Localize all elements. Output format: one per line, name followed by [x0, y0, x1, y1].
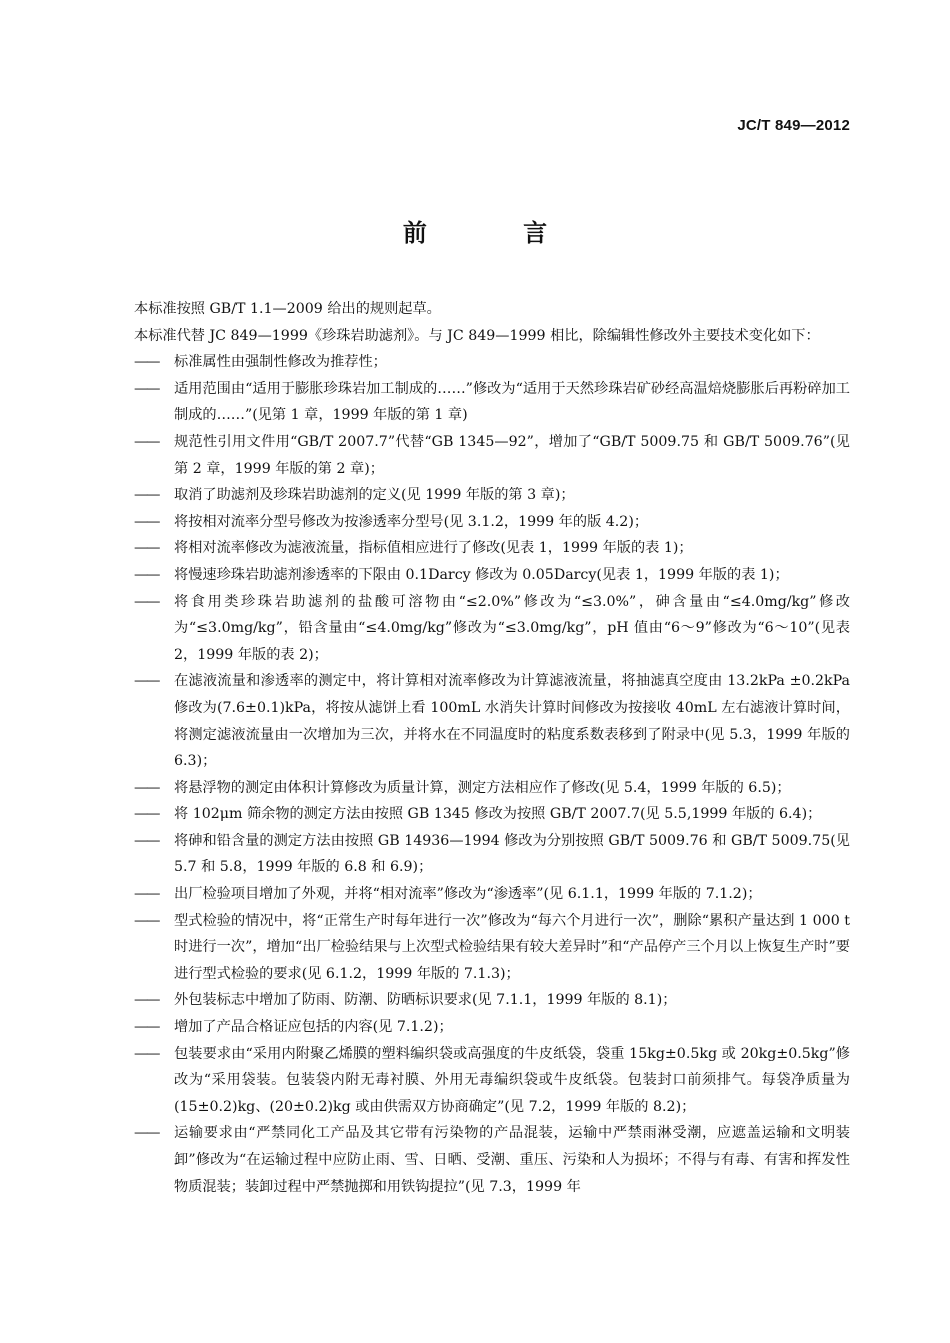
change-item-text: 取消了助滤剂及珍珠岩助滤剂的定义(见 1999 年版的第 3 章)； — [174, 487, 575, 504]
change-item — [106, 987, 850, 1014]
list-dash: —— — [134, 886, 159, 903]
change-item-text: 将悬浮物的测定由体积计算修改为质量计算，测定方法相应作了修改(见 5.4，1999 年版的 6.5)； — [174, 779, 791, 796]
change-item — [106, 1041, 850, 1121]
change-item — [106, 349, 850, 376]
change-item — [106, 828, 850, 881]
list-dash: —— — [134, 566, 159, 583]
change-item — [106, 908, 850, 988]
change-item-text: 将相对流率修改为滤液流量，指标值相应进行了修改(见表 1，1999 年版的表 1)； — [174, 540, 693, 557]
change-item-text: 型式检验的情况中，将“正常生产时每年进行一次”修改为“每六个月进行一次”，删除“累积产量达到 1 000 t 时进行一次”，增加“出厂检验结果与上次型式检验结果有较大差异时”和“产品停产三个月以上恢复生产时”要进行型式检验的要求(见 6.1.2，1999 年版的 7.1.3)； — [174, 912, 850, 982]
list-dash: —— — [134, 832, 159, 849]
standard-code: JC/T 849—2012 — [737, 117, 850, 134]
list-dash: —— — [134, 380, 159, 397]
list-dash: —— — [134, 487, 159, 504]
change-item-text: 出厂检验项目增加了外观，并将“相对流率”修改为“渗透率”(见 6.1.1，1999 年版的 7.1.2)； — [174, 886, 762, 903]
change-item-text: 包装要求由“采用内附聚乙烯膜的塑料编织袋或高强度的牛皮纸袋，袋重 15kg±0.5kg 或 20kg±0.5kg”修改为“采用袋装。包装袋内附无毒衬膜、外用无毒编织袋或牛皮纸袋。包装封口前须排气。每袋净质量为(15±0.2)kg、(20±0.2)kg 或由供需双方协商确定”(见 7.2，1999 年版的 8.2)； — [174, 1045, 850, 1115]
list-dash: —— — [134, 992, 159, 1009]
change-item-text: 将按相对流率分型号修改为按渗透率分型号(见 3.1.2，1999 年的版 4.2)； — [174, 513, 649, 530]
change-item-text: 在滤液流量和渗透率的测定中，将计算相对流率修改为计算滤液流量，将抽滤真空度由 13.2kPa ±0.2kPa 修改为(7.6±0.1)kPa，将按从滤饼上看 100mL 水消失计算时间修改为按接收 40mL 左右滤液计算时间，将测定滤液流量由一次增加为三次，并将水在不同温度时的粘度系数表移到了附录中(见 5.3，1999 年版的 6.3)； — [174, 673, 850, 770]
change-item — [106, 668, 850, 774]
list-dash: —— — [134, 540, 159, 557]
page-title: 前 言 — [402, 219, 592, 247]
intro-paragraph: 本标准代替 JC 849—1999《珍珠岩助滤剂》。与 JC 849—1999 相比，除编辑性修改外主要技术变化如下： — [134, 327, 820, 344]
change-item — [106, 376, 850, 429]
change-item — [106, 562, 850, 589]
change-item-text: 将砷和铅含量的测定方法由按照 GB 14936—1994 修改为分别按照 GB/T 5009.76 和 GB/T 5009.75(见 5.7 和 5.8，1999 年版的 6.8 和 6.9)； — [174, 832, 850, 876]
change-item — [106, 801, 850, 828]
list-dash: —— — [134, 354, 159, 371]
list-dash: —— — [134, 673, 159, 690]
change-item-text: 将 102μm 筛余物的测定方法由按照 GB 1345 修改为按照 GB/T 2007.7(见 5.5,1999 年版的 6.4)； — [174, 806, 822, 823]
list-dash: —— — [134, 779, 159, 796]
list-dash: —— — [134, 1125, 159, 1142]
list-dash: —— — [134, 433, 159, 450]
change-item — [106, 775, 850, 802]
change-item-text: 将食用类珍珠岩助滤剂的盐酸可溶物由“≤2.0%”修改为“≤3.0%”，砷含量由“≤4.0mg/kg”修改为“≤3.0mg/kg”，铅含量由“≤4.0mg/kg”修改为“≤3.0mg/kg”，pH 值由“6～9”修改为“6～10”(见表 2，1999 年版的表 2)； — [174, 593, 850, 663]
intro-paragraph: 本标准按照 GB/T 1.1—2009 给出的规则起草。 — [134, 301, 441, 317]
list-dash: —— — [134, 912, 159, 929]
change-list — [106, 349, 850, 1200]
foreword-body — [106, 296, 850, 1200]
change-item — [106, 1120, 850, 1200]
list-dash: —— — [134, 593, 159, 610]
change-item — [106, 482, 850, 509]
change-item — [106, 429, 850, 482]
change-item-text: 将慢速珍珠岩助滤剂渗透率的下限由 0.1Darcy 修改为 0.05Darcy(见表 1，1999 年版的表 1)； — [174, 566, 789, 583]
list-dash: —— — [134, 806, 159, 823]
change-item-text: 外包装标志中增加了防雨、防潮、防晒标识要求(见 7.1.1，1999 年版的 8.1)； — [174, 992, 677, 1009]
change-item-text: 增加了产品合格证应包括的内容(见 7.1.2)； — [174, 1019, 453, 1036]
list-dash: —— — [134, 513, 159, 530]
change-item-text: 运输要求由“严禁同化工产品及其它带有污染物的产品混装，运输中严禁雨淋受潮，应遮盖运输和文明装卸”修改为“在运输过程中应防止雨、雪、日晒、受潮、重压、污染和人为损坏；不得与有毒、有害和挥发性物质混装；装卸过程中严禁抛掷和用铁钩提拉”(见 7.3，1999 年 — [174, 1125, 850, 1195]
list-dash: —— — [134, 1019, 159, 1036]
change-item-text: 标准属性由强制性修改为推荐性； — [174, 354, 387, 371]
change-item — [106, 509, 850, 536]
change-item — [106, 1014, 850, 1041]
change-item-text: 规范性引用文件用“GB/T 2007.7”代替“GB 1345—92”，增加了“GB/T 5009.75 和 GB/T 5009.76”(见第 2 章，1999 年版的第 2 章)； — [174, 433, 850, 477]
change-item — [106, 881, 850, 908]
change-item — [106, 589, 850, 669]
change-item-text: 适用范围由“适用于膨胀珍珠岩加工制成的……”修改为“适用于天然珍珠岩矿砂经高温焙烧膨胀后再粉碎加工制成的……”(见第 1 章，1999 年版的第 1 章) — [174, 380, 850, 424]
list-dash: —— — [134, 1045, 159, 1062]
change-item — [106, 535, 850, 562]
